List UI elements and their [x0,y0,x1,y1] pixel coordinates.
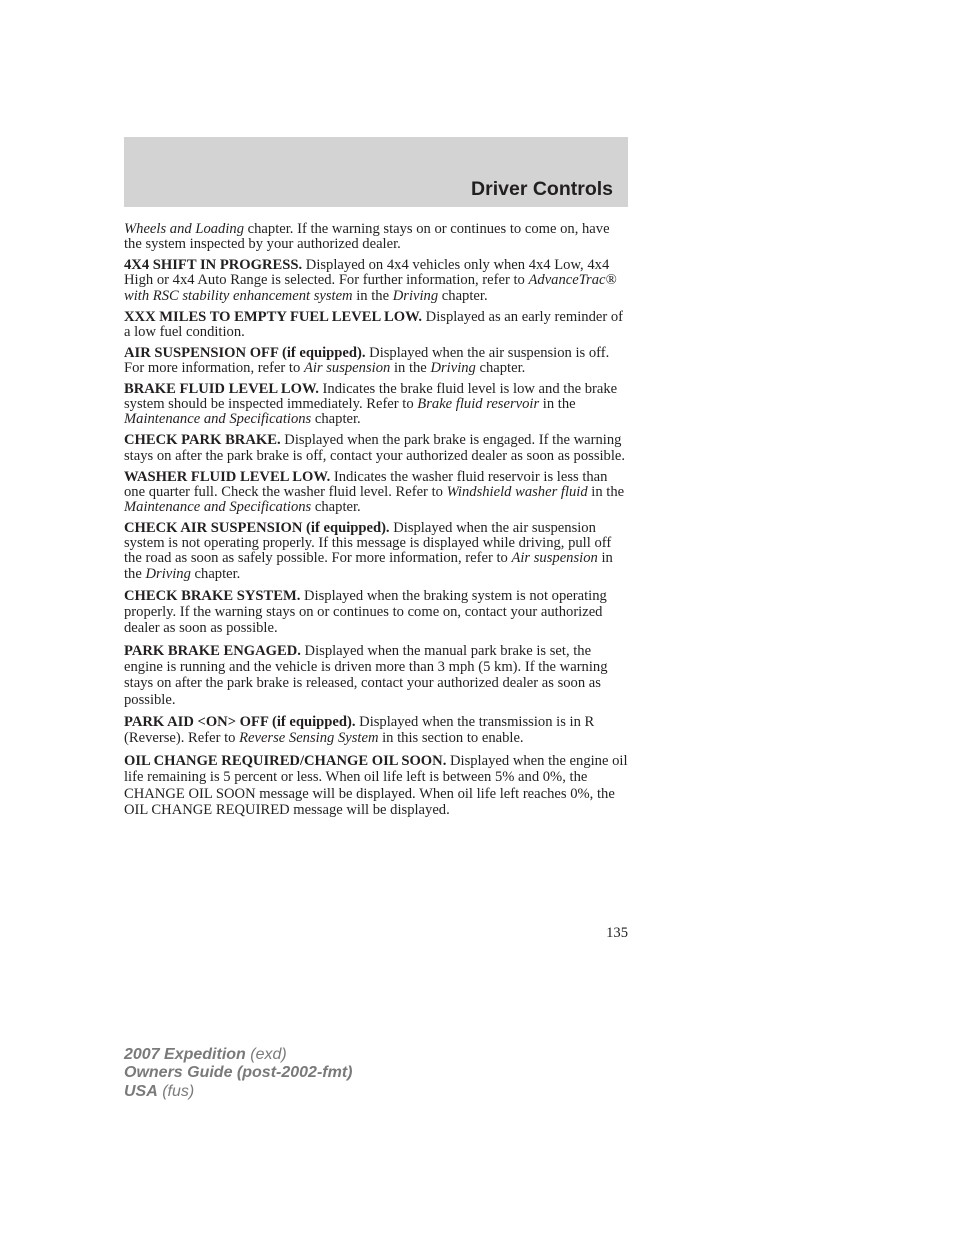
page-number: 135 [606,925,628,941]
reference-driving-chapter: Driving [392,287,439,304]
paragraph-4x4-shift: 4X4 SHIFT IN PROGRESS. Displayed on 4x4 vehicles only when 4x4 Low, 4x4 High or 4x4 Auto Range is selected. For further information, refer to AdvanceTrac® with RSC stability enhancement system in the Driving chapter. [124,257,617,304]
paragraph-check-air-suspension: CHECK AIR SUSPENSION (if equipped). Displayed when the air suspension system is not operating properly. If this message is displayed while driving, pull off the road as soon as safely possible. For more information, refer to Air suspension in the Driving chapter. [124,520,613,582]
section-title: Driver Controls [471,178,613,200]
message-heading: AIR SUSPENSION OFF (if equipped). [124,344,366,361]
message-heading: WASHER FLUID LEVEL LOW. [124,468,331,485]
paragraph-washer-fluid-low: WASHER FLUID LEVEL LOW. Indicates the washer fluid reservoir is less than one quarter full. Check the washer fluid level. Refer to Windshield washer fluid in the Maintenance and Specifications chapter. [124,468,625,516]
reference-driving-chapter: Driving [430,360,476,377]
document-footer [124,1046,352,1101]
message-heading: 4X4 SHIFT IN PROGRESS. [124,257,303,274]
footer-line-model: 2007 Expedition (exd) [124,1046,287,1063]
section-header-band [124,137,628,207]
footer-line-market: USA (fus) [124,1082,195,1100]
message-heading: CHECK PARK BRAKE. [124,432,281,449]
paragraph-park-brake-engaged: PARK BRAKE ENGAGED. Displayed when the manual park brake is set, the engine is running and the vehicle is driven more than 3 mph (5 km). If the warning stays on after the park brake is released, contact your authorized dealer as soon as possible. [124,642,608,708]
message-heading: XXX MILES TO EMPTY FUEL LEVEL LOW. [124,308,423,325]
reference-driving-chapter: Driving [145,565,191,582]
message-heading: PARK AID <ON> OFF (if equipped). [124,714,356,731]
paragraph-air-suspension-off: AIR SUSPENSION OFF (if equipped). Displayed when the air suspension is off. For more information, refer to Air suspension in the Driving chapter. [124,344,610,377]
reference-brake-fluid-reservoir: Brake fluid reservoir [417,396,540,413]
reference-maintenance-chapter: Maintenance and Specifications [124,411,312,428]
message-heading: PARK BRAKE ENGAGED. [124,642,301,659]
reference-advancetrac: AdvanceTrac® with RSC stability enhancement system [124,272,617,304]
paragraph-park-aid: PARK AID <ON> OFF (if equipped). Displayed when the transmission is in R (Reverse). Refer to Reverse Sensing System in this section to enable. [124,714,595,747]
reference-air-suspension: Air suspension [511,550,598,567]
paragraph-brake-fluid-low: BRAKE FLUID LEVEL LOW. Indicates the brake fluid level is low and the brake system should be inspected immediately. Refer to Brake fluid reservoir in the Maintenance and Specifications chapter. [124,381,618,428]
reference-maintenance-chapter: Maintenance and Specifications [124,499,312,516]
paragraph-wheels-continuation: Wheels and Loading chapter. If the warning stays on or continues to come on, have the system inspected by your authorized dealer. [124,221,610,253]
page-body [124,222,630,824]
reference-wheels-and-loading: Wheels and Loading [124,221,244,237]
paragraph-fuel-level-low: XXX MILES TO EMPTY FUEL LEVEL LOW. Displayed as an early reminder of a low fuel condition. [124,308,624,340]
paragraph-check-park-brake: CHECK PARK BRAKE. Displayed when the park brake is engaged. If the warning stays on after the park brake is off, contact your authorized dealer as soon as possible. [124,432,626,464]
footer-line-guide: Owners Guide (post-2002-fmt) [124,1064,353,1082]
paragraph-check-brake-system: CHECK BRAKE SYSTEM. Displayed when the braking system is not operating properly. If the warning stays on or continues to come on, contact your authorized dealer as soon as possible. [124,587,607,637]
reference-air-suspension: Air suspension [303,360,391,377]
message-heading: OIL CHANGE REQUIRED/CHANGE OIL SOON. [124,752,447,769]
message-heading: BRAKE FLUID LEVEL LOW. [124,381,319,398]
reference-reverse-sensing-system: Reverse Sensing System [239,730,379,747]
paragraph-oil-change: OIL CHANGE REQUIRED/CHANGE OIL SOON. Displayed when the engine oil life remaining is 5 percent or less. When oil life left is between 5% and 0%, the CHANGE OIL SOON message will be displayed. When oil life left reaches 0%, the OIL CHANGE REQUIRED message will be displayed. [124,752,628,818]
message-heading: CHECK AIR SUSPENSION (if equipped). [124,520,390,537]
message-heading: CHECK BRAKE SYSTEM. [124,587,301,604]
reference-windshield-washer-fluid: Windshield washer fluid [446,483,588,500]
